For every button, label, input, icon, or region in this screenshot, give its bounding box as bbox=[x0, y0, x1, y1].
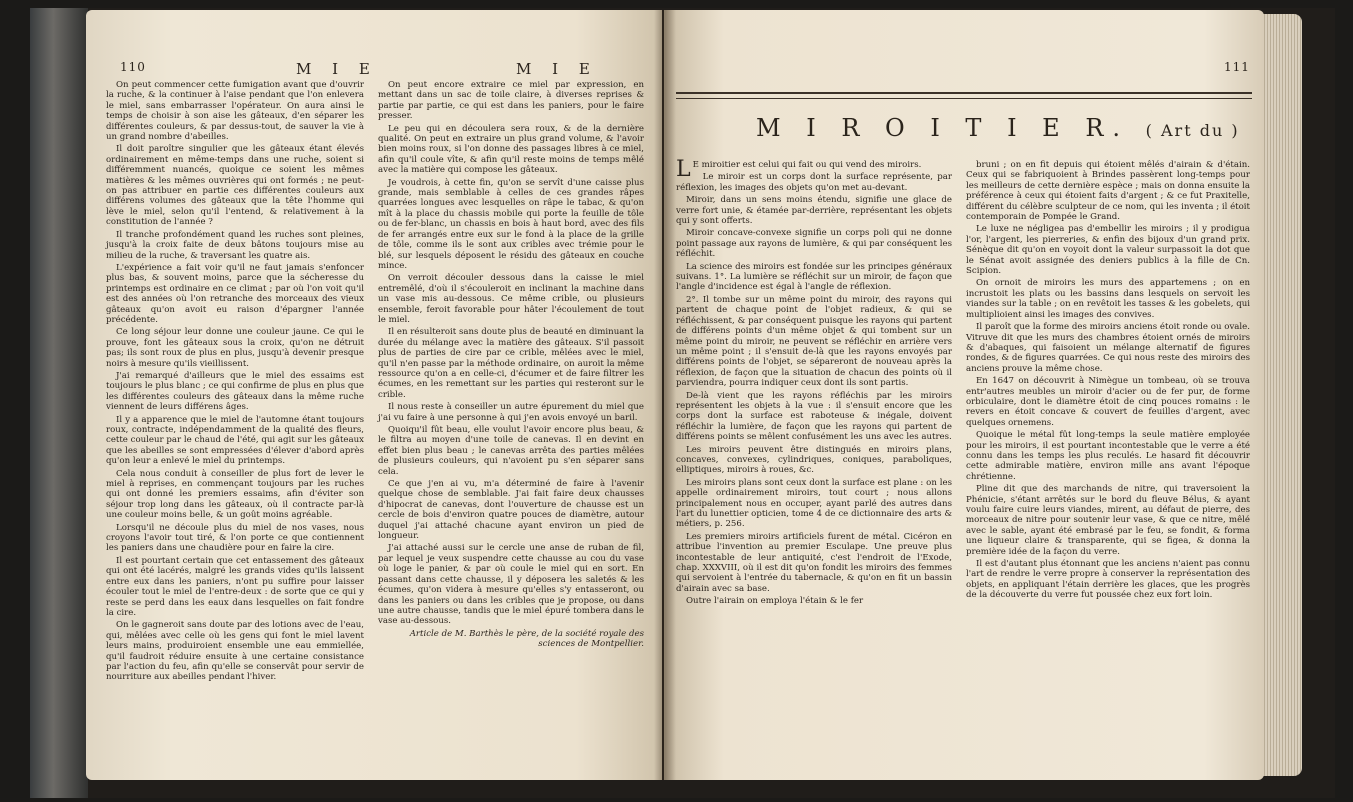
paragraph: On le gagneroit sans doute par des lotions avec de l'eau, qui, mêlées avec celle où les gens qui font le miel lavent leurs mains, produiroient ensemble une eau emmiellée, qu'il faudroit réduire ensuite à une certaine consistance par l'action du feu, afin qu'elle se conservât pour servir de nourriture aux abeilles pendant l'hiver. bbox=[106, 620, 364, 683]
paragraph: Pline dit que des marchands de nitre, qui traversoient la Phénicie, s'étant arrêtés sur le bord du fleuve Bélus, & ayant voulu faire cuire leurs viandes, mirent, au défaut de pierre, des morceaux de nitre pour soutenir leur vase, & que ce nitre, mêlé avec le sable, ayant été embrasé par le feu, se fondit, & forma une liqueur claire & transparente, qui se figea, & donna la première idée de la façon du verre. bbox=[966, 484, 1250, 557]
paragraph: Le miroir est un corps dont la surface représente, par réflexion, les images des objets qu'on met au-devant. bbox=[676, 172, 952, 193]
left-page bbox=[86, 10, 662, 780]
paragraph: Les miroirs peuvent être distingués en miroirs plans, concaves, convexes, cylindriques, coniques, paraboliques, elliptiques, miroirs à roues, &c. bbox=[676, 444, 952, 476]
paragraph: L'expérience a fait voir qu'il ne faut jamais s'enfoncer plus bas, & souvent moins, parce que la sécheresse du printemps est ordinaire en ce climat ; par où l'on voit qu'il est des années où l'on retranche des morceaux des vieux gâteaux qu'on avoit eu raison d'épargner l'année précédente. bbox=[106, 262, 364, 325]
paragraph: Ce que j'en ai vu, m'a déterminé de faire à l'avenir quelque chose de semblable. J'ai fait faire deux chausses d'hipocrat de canevas, dont l'ouverture de chausse est un cercle de bois d'environ quatre pouces de diamètre, autour duquel j'ai attaché chacune ayant environ un pied de longueur. bbox=[378, 479, 644, 542]
paragraph: Le luxe ne négligea pas d'embellir les miroirs ; il y prodigua l'or, l'argent, les pierreries, & enfin des bijoux d'un grand prix. Sénèque dit qu'on en voyoit dont la valeur surpassoit la dot que le Sénat avoit assignée des deniers publics à la fille de Cn. Scipion. bbox=[966, 224, 1250, 277]
left-column-1 bbox=[106, 80, 364, 770]
title-sub: ( Art du ) bbox=[1145, 121, 1240, 140]
paragraph: Il nous reste à conseiller un autre épurement du miel que j'ai vu faire à une personne à qui j'en avois envoyé un baril. bbox=[378, 402, 644, 423]
paragraph: Cela nous conduit à conseiller de plus fort de lever le miel à reprises, en commençant toujours par les ruches qui ont donné les premiers essaims, afin d'éviter son séjour trop long dans les gâteaux, où il contracte par-là une couleur moins belle, & un goût moins agréable. bbox=[106, 468, 364, 521]
paragraph: bruni ; on en fit depuis qui étoient mêlés d'airain & d'étain. Ceux qui se fabriquoient à Brindes passèrent long-temps pour les meilleurs de cette dernière espèce ; mais on donna ensuite la préférence à ceux qui étoient faits d'argent ; & ce fut Praxitelle, différent du célèbre sculpteur de ce nom, qui les inventa ; il étoit contemporain de Pompée le Grand. bbox=[966, 160, 1250, 223]
paragraph: Je voudrois, à cette fin, qu'on se servît d'une caisse plus grande, mais semblable à celles de ces grandes râpes quarrées longues avec lesquelles on râpe le tabac, & qu'on mît à la place du chassis mobile qui porte la feuille de tôle ou de fer-blanc, un chassis en bois à haut bord, avec des fils de fer arrangés entre eux sur le fond à la place de la grille de tôle, comme ils le sont aux cribles avec trémie pour le blé, sur lesquels déposent le résidu des gâteaux en couche mince. bbox=[378, 177, 644, 271]
title-main: M I R O I T I E R. bbox=[756, 114, 1130, 142]
paragraph: Il est d'autant plus étonnant que les anciens n'aient pas connu l'art de rendre le verre propre à conserver la représentation des objets, en appliquant l'étain derrière les glaces, que les progrès de la découverte du verre fut poussée chez eux fort loin. bbox=[966, 559, 1250, 601]
article-signature: Article de M. Barthès le père, de la société royale des sciences de Montpellier. bbox=[409, 628, 644, 650]
page-number-left: 110 bbox=[120, 60, 146, 74]
article-title bbox=[756, 114, 1240, 142]
paragraph: On peut encore extraire ce miel par expression, en mettant dans un sac de toile claire, à diverses reprises & partie par partie, ce qui est dans les paniers, pour le faire presser. bbox=[378, 80, 644, 122]
paragraph: Ce long séjour leur donne une couleur jaune. Ce qui le prouve, font les gâteaux sous la croix, qu'on ne détruit pas; ils sont roux de plus en plus, jusqu'à devenir presque noirs à mesure qu'ils vieillissent. bbox=[106, 327, 364, 369]
paragraph: Il en résulteroit sans doute plus de beauté en diminuant la durée du mélange avec la matière des gâteaux. S'il passoit plus de parties de cire par ce crible, mêlées avec le miel, qu'il n'en passe par la méthode ordinaire, on auroit la même ressource qu'on a en celle-ci, d'écumer et de faire filtrer les écumes, en les remettant sur les parties qui resteront sur le crible. bbox=[378, 327, 644, 400]
paragraph: Miroir concave-convexe signifie un corps poli qui ne donne point passage aux rayons de lumière, & qui par conséquent les réfléchit. bbox=[676, 228, 952, 260]
paragraph: Miroir, dans un sens moins étendu, signifie une glace de verre fort unie, & étamée par-derrière, représentant les objets qui y sont offerts. bbox=[676, 195, 952, 227]
drop-cap: L bbox=[676, 157, 691, 182]
header-rule bbox=[676, 92, 1252, 99]
paragraph: 2°. Il tombe sur un même point du miroir, des rayons qui partent de chaque point de l'objet radieux, & qui se réfléchissent, & par conséquent puisque les rayons qui partent de différens points d'un même objet & qui tombent sur un même point du miroir, ne peuvent se réfléchir en arrière vers un même point ; il s'ensuit de-là que les rayons envoyés par différens points de l'objet, se sépareront de nouveau après la réflexion, de façon que la situation de chacun des points où il parviendra, pourra indiquer ceux dont ils sont partis. bbox=[676, 294, 952, 389]
running-head-left: M I E bbox=[296, 60, 378, 78]
paragraph: En 1647 on découvrit à Nimègue un tombeau, où se trouva entr'autres meubles un miroir d'acier ou de fer pur, de forme orbiculaire, dont le diamètre étoit de cinq pouces romains : le revers en étoit concave & couvert de feuilles d'argent, avec quelques ornemens. bbox=[966, 376, 1250, 428]
page-number-right: 111 bbox=[1224, 60, 1250, 74]
paragraph: La science des miroirs est fondée sur les principes généraux suivans. 1°. La lumière se réfléchit sur un miroir, de façon que l'angle d'incidence est égal à l'angle de réflexion. bbox=[676, 261, 952, 293]
paragraph: Lorsqu'il ne découle plus du miel de nos vases, nous croyons l'avoir tout tiré, & l'on porte ce que contiennent les paniers dans une chaudière pour en faire la cire. bbox=[106, 522, 364, 554]
left-column-2 bbox=[378, 80, 644, 770]
paragraph: Quoique le métal fût long-temps la seule matière employée pour les miroirs, il est pourtant incontestable que le verre a été connu dans les temps les plus reculés. Le hasard fit découvrir cette admirable matière, environ mille ans avant l'époque chrétienne. bbox=[966, 430, 1250, 482]
paragraph: Il paroît que la forme des miroirs anciens étoit ronde ou ovale. Vitruve dit que les murs des chambres étoient ornés de miroirs & d'abaques, qui faisoient un mélange alternatif de figures rondes, & de figures quarrées. Ce qui nous reste des miroirs des anciens prouve la même chose. bbox=[966, 322, 1250, 374]
paragraph: Il tranche profondément quand les ruches sont pleines, jusqu'à la croix faite de deux bâtons toujours mise au milieu de la ruche, & traversant les quatre ais. bbox=[106, 229, 364, 261]
paragraph: On peut commencer cette fumigation avant que d'ouvrir la ruche, & la continuer à l'aise pendant que l'on enlevera le miel, sans embarrasser l'opérateur. On aura ainsi le temps de choisir à son aise les gâteaux, d'en séparer les différentes couleurs, & par dessus-tout, de sauver la vie à un grand nombre d'abeilles. bbox=[106, 80, 364, 143]
right-column-2 bbox=[966, 160, 1250, 770]
paragraph: Il est pourtant certain que cet entassement des gâteaux qui ont été lacérés, malgré les grands vides qu'ils laissent entre eux dans les paniers, n'ont pu suffire pour laisser écouler tout le miel de l'entre-deux : de sorte que ce qui y reste se perd dans les eaux dans lesquelles on fait fondre la cire. bbox=[106, 555, 364, 618]
book-gutter bbox=[654, 10, 676, 780]
paragraph: Il y a apparence que le miel de l'automne étant toujours roux, contracte, indépendamment de la qualité des fleurs, cette couleur par le chaud de l'été, qui agit sur les gâteaux que les abeilles se sont empressées d'élever d'abord après qu'on leur a enlevé le miel du printemps. bbox=[106, 414, 364, 467]
book-binding bbox=[30, 8, 88, 798]
right-column-1 bbox=[676, 157, 952, 770]
paragraph-text: E miroitier est celui qui fait ou qui vend des miroirs. bbox=[692, 160, 922, 170]
paragraph: Les miroirs plans sont ceux dont la surface est plane : on les appelle ordinairement miroirs, tout court ; nous allons principalement nous en occuper, ayant parlé des autres dans l'art du lunettier opticien, tome 4 de ce dictionnaire des arts & métiers, p. 256. bbox=[676, 477, 952, 530]
paragraph bbox=[676, 157, 952, 182]
paragraph: J'ai remarqué d'ailleurs que le miel des essaims est toujours le plus blanc ; ce qui confirme de plus en plus que les différentes couleurs des gâteaux dans la même ruche viennent de leurs différens âges. bbox=[106, 370, 364, 413]
paragraph: On verroit découler dessous dans la caisse le miel entremêlé, d'où il s'écouleroit en inclinant la machine dans un vase mis au-dessous. Ce même crible, ou plusieurs ensemble, feroit favorable pour hâter l'écoulement de tout le miel. bbox=[378, 273, 644, 325]
paragraph: Quoiqu'il fût beau, elle voulut l'avoir encore plus beau, & le filtra au moyen d'une toile de canevas. Il en devint en effet bien plus beau ; le canevas arrêta des parties mêlées de plusieurs couleurs, qui n'avoient pu s'en séparer sans cela. bbox=[378, 425, 644, 477]
page-edges bbox=[1262, 14, 1302, 776]
paragraph: Outre l'airain on employa l'étain & le fer bbox=[686, 596, 864, 607]
paragraph: On ornoit de miroirs les murs des appartemens ; on en incrustoit les plats ou les bassins dans lesquels on servoit les viandes sur la table ; on en revêtoit les tasses & les gobelets, qui multiplioient ainsi les images des convives. bbox=[966, 278, 1250, 320]
paragraph: De-là vient que les rayons réfléchis par les miroirs représentent les objets à la vue : il s'ensuit encore que les corps dont la surface est raboteuse & inégale, doivent réfléchir la lumière, de façon que les rayons qui partent de différens points se mêlent confusément les uns avec les autres. bbox=[676, 390, 952, 443]
paragraph: Le peu qui en découlera sera roux, & de la dernière qualité. On peut en extraire un plus grand volume, & l'avoir bien moins roux, si l'on donne des passages libres à ce miel, afin qu'il coule vîte, & afin qu'il reste moins de temps mêlé avec la matière qui compose les gâteaux. bbox=[378, 123, 644, 176]
paragraph: Il doit paroître singulier que les gâteaux étant élevés ordinairement en même-temps dans une ruche, soient si différemment nuancés, quoique ce soient les mêmes matières & les mêmes ouvrières qui ont formés ; ne peut-on pas attribuer en partie ces différentes couleurs aux différens volumes des gâteaux que la tête l'homme qui lève le miel, selon qu'il l'entend, & relativement à la constitution de l'année ? bbox=[106, 144, 364, 228]
right-page bbox=[664, 10, 1264, 780]
paragraph: Les premiers miroirs artificiels furent de métal. Cicéron en attribue l'invention au premier Esculape. Une preuve plus incontestable de leur antiquité, c'est l'endroit de l'Exode, chap. XXXVIII, où il est dit qu'on fondit les miroirs des femmes qui servoient à l'entrée du tabernacle, & qu'on en fit un bassin d'airain avec sa base. bbox=[676, 531, 952, 594]
running-head-right: M I E bbox=[516, 60, 598, 78]
paragraph: J'ai attaché aussi sur le cercle une anse de ruban de fil, par lequel je veux suspendre cette chausse au cou du vase où loge le panier, & par où coule le miel qui en sort. En passant dans cette chausse, il y déposera les saletés & les écumes, qu'on videra à mesure qu'elles s'y entasseront, ou dans les paniers ou dans les cribles que je propose, ou dans une autre chausse, tandis que le miel épuré tombera dans le vase au-dessous. bbox=[378, 543, 644, 627]
